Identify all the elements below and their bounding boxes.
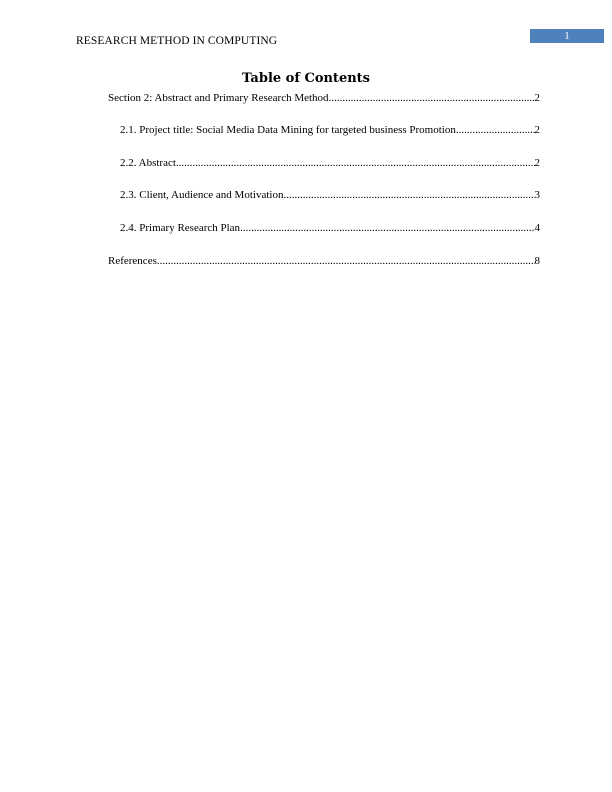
toc-heading: Table of Contents xyxy=(242,71,370,86)
toc-leader xyxy=(157,254,535,268)
toc-entry-page: 3 xyxy=(534,189,540,201)
running-header-title: RESEARCH METHOD IN COMPUTING xyxy=(76,35,278,47)
toc-entry-2-1[interactable] xyxy=(120,123,540,137)
toc-entry-references[interactable] xyxy=(108,254,540,268)
toc-entry-2-4[interactable] xyxy=(120,221,540,235)
toc-entry-text: References xyxy=(108,255,157,267)
toc-entry-text: 2.1. Project title: Social Media Data Mining for targeted business Promotion xyxy=(120,124,456,136)
toc-entry-text: 2.3. Client, Audience and Motivation xyxy=(120,189,284,201)
toc-entry-page: 4 xyxy=(534,222,540,234)
toc-entry-2-3[interactable] xyxy=(120,188,540,202)
toc-entry-section-2[interactable] xyxy=(108,91,540,105)
toc-leader xyxy=(329,91,535,105)
toc-entry-page: 8 xyxy=(534,255,540,267)
page-number-badge: 1 xyxy=(530,29,604,43)
toc-entry-text: 2.4. Primary Research Plan xyxy=(120,222,241,234)
toc-leader xyxy=(283,188,534,202)
toc-leader xyxy=(240,221,534,235)
toc-entry-page: 2 xyxy=(534,92,540,104)
toc-entry-text: Section 2: Abstract and Primary Research Method xyxy=(108,92,329,104)
toc-entry-2-2[interactable] xyxy=(120,156,540,170)
toc-entry-text: 2.2. Abstract xyxy=(120,157,176,169)
toc-entry-page: 2 xyxy=(534,157,540,169)
toc-entry-page: 2 xyxy=(534,124,540,136)
toc-leader xyxy=(456,123,535,137)
toc-leader xyxy=(176,156,535,170)
